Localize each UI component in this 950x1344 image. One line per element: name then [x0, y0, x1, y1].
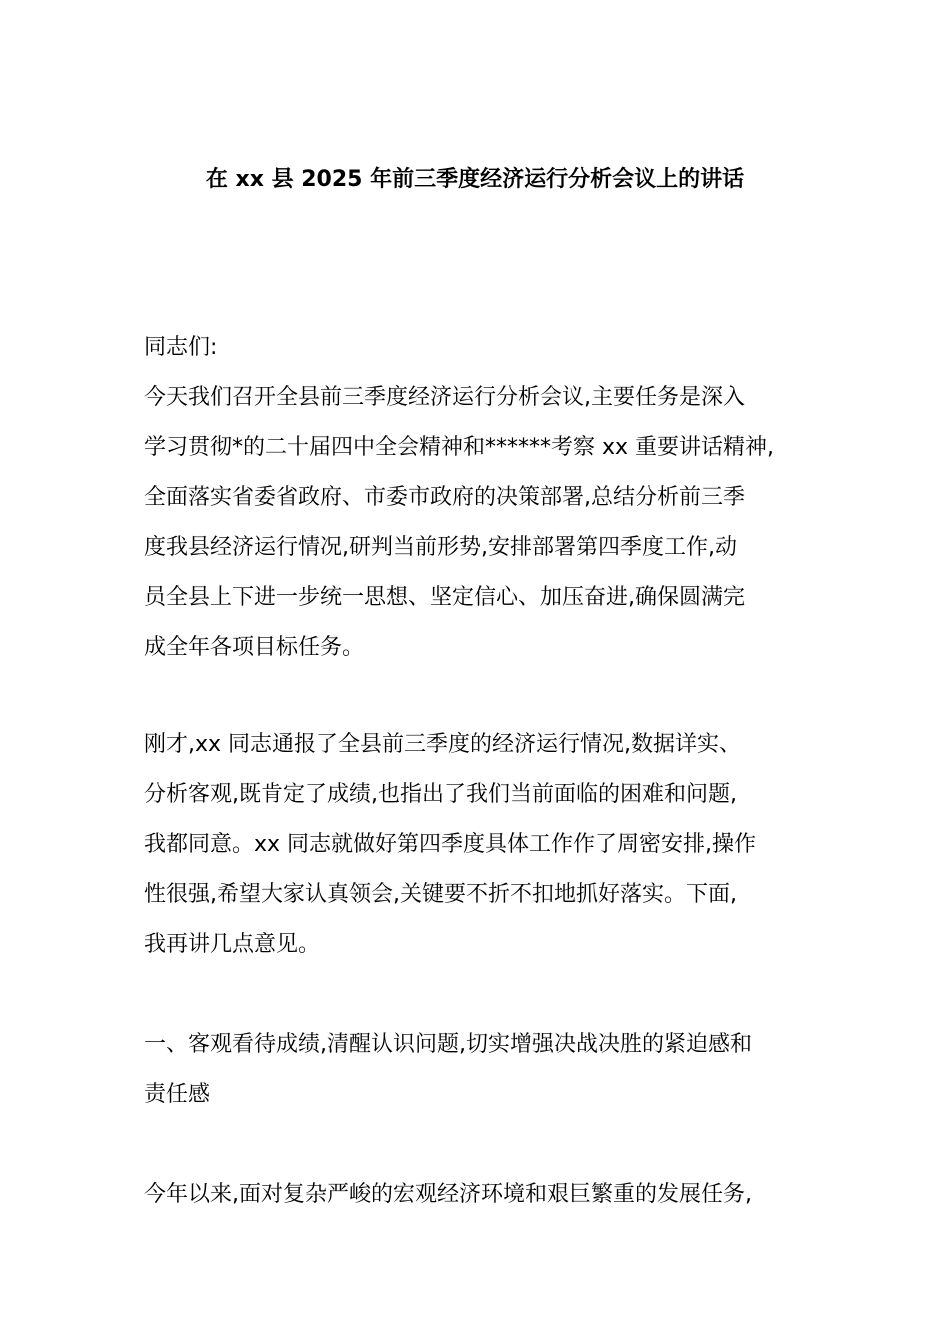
paragraph-line: 度我县经济运行情况,研判当前形势,安排部署第四季度工作,动	[144, 535, 737, 560]
paragraph-line: 员全县上下进一步统一思想、坚定信心、加压奋进,确保圆满完	[144, 585, 745, 610]
paragraph-1	[144, 373, 824, 673]
salutation-line: 同志们:	[144, 335, 218, 360]
section-heading-line: 责任感	[144, 1082, 211, 1107]
paragraph-line: 刚才,xx 同志通报了全县前三季度的经济运行情况,数据详实、	[144, 732, 742, 757]
section-heading-1	[144, 1020, 824, 1120]
paragraph-line: 成全年各项目标任务。	[144, 635, 365, 660]
paragraph-line: 学习贯彻*的二十届四中全会精神和******考察 xx 重要讲话精神,	[144, 435, 775, 460]
paragraph-line: 我再讲几点意见。	[144, 932, 321, 957]
paragraph-3	[144, 1170, 824, 1220]
paragraph-line: 全面落实省委省政府、市委市政府的决策部署,总结分析前三季	[144, 485, 745, 510]
paragraph-line: 性很强,希望大家认真领会,关键要不折不扣地抓好落实。下面,	[144, 882, 737, 907]
paragraph-line: 今年以来,面对复杂严峻的宏观经济环境和艰巨繁重的发展任务,	[144, 1182, 752, 1207]
section-heading-line: 一、客观看待成绩,清醒认识问题,切实增强决战决胜的紧迫感和	[144, 1032, 752, 1057]
salutation	[144, 323, 824, 373]
paragraph-line: 我都同意。xx 同志就做好第四季度具体工作作了周密安排,操作	[144, 832, 757, 857]
document-title: 在 xx 县 2025 年前三季度经济运行分析会议上的讲话	[205, 167, 745, 192]
paragraph-line: 今天我们召开全县前三季度经济运行分析会议,主要任务是深入	[144, 385, 745, 410]
paragraph-2	[144, 720, 824, 970]
paragraph-line: 分析客观,既肯定了成绩,也指出了我们当前面临的困难和问题,	[144, 782, 737, 807]
